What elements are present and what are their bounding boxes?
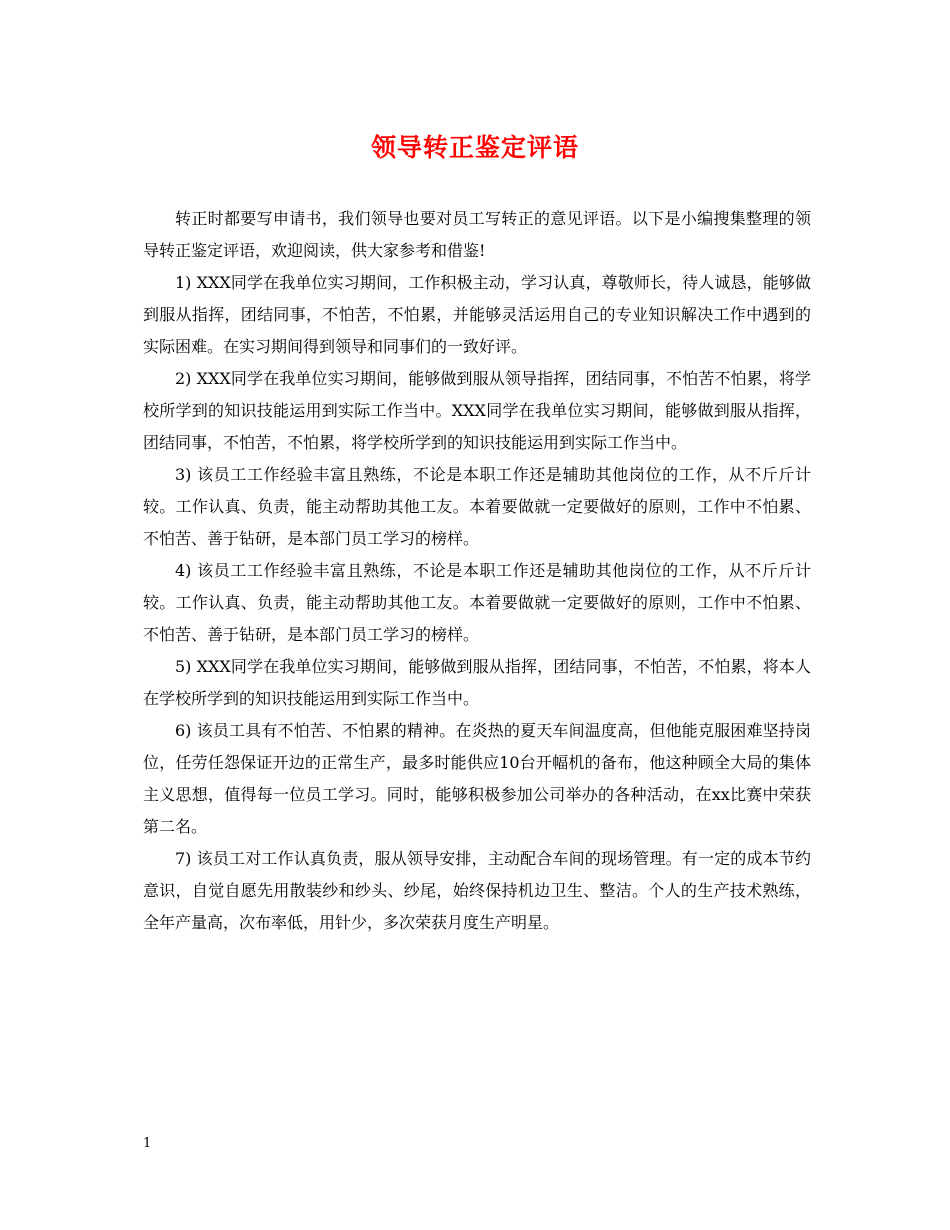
comment-paragraph-5: 5) XXX同学在我单位实习期间，能够做到服从指挥，团结同事，不怕苦，不怕累，将本人在学校所学到的知识技能运用到实际工作当中。: [143, 657, 811, 708]
comment-paragraph-2: 2) XXX同学在我单位实习期间，能够做到服从领导指挥，团结同事，不怕苦不怕累，将学校所学到的知识技能运用到实际工作当中。XXX同学在我单位实习期间，能够做到服从指挥，团结同事，不怕苦，不怕累，将学校所学到的知识技能运用到实际工作当中。: [143, 369, 811, 452]
comment-paragraph-7: 7) 该员工对工作认真负责，服从领导安排，主动配合车间的现场管理。有一定的成本节约意识，自觉自愿先用散装纱和纱头、纱尾，始终保持机边卫生、整洁。个人的生产技术熟练，全年产量高，次布率低，用针少，多次荣获月度生产明星。: [143, 849, 811, 932]
document-title: 领导转正鉴定评语: [370, 133, 579, 162]
page-number: 1: [143, 1136, 152, 1151]
comment-paragraph-4: 4) 该员工工作经验丰富且熟练，不论是本职工作还是辅助其他岗位的工作，从不斤斤计较。工作认真、负责，能主动帮助其他工友。本着要做就一定要做好的原则，工作中不怕累、不怕苦、善于钻研，是本部门员工学习的榜样。: [143, 561, 811, 644]
comment-paragraph-1: 1) XXX同学在我单位实习期间，工作积极主动，学习认真，尊敬师长，待人诚恳，能够做到服从指挥，团结同事，不怕苦，不怕累，并能够灵活运用自己的专业知识解决工作中遇到的实际困难。在实习期间得到领导和同事们的一致好评。: [143, 273, 811, 356]
intro-paragraph: 转正时都要写申请书，我们领导也要对员工写转正的意见评语。以下是小编搜集整理的领导转正鉴定评语，欢迎阅读，供大家参考和借鉴!: [143, 209, 811, 260]
comment-paragraph-3: 3) 该员工工作经验丰富且熟练，不论是本职工作还是辅助其他岗位的工作，从不斤斤计较。工作认真、负责，能主动帮助其他工友。本着要做就一定要做好的原则，工作中不怕累、不怕苦、善于钻研，是本部门员工学习的榜样。: [143, 465, 811, 548]
comment-paragraph-6: 6) 该员工具有不怕苦、不怕累的精神。在炎热的夏天车间温度高，但他能克服困难坚持岗位，任劳任怨保证开边的正常生产，最多时能供应10台开幅机的备布，他这种顾全大局的集体主义思想，值得每一位员工学习。同时，能够积极参加公司举办的各种活动，在xx比赛中荣获第二名。: [143, 721, 811, 836]
document-body: [143, 203, 811, 939]
